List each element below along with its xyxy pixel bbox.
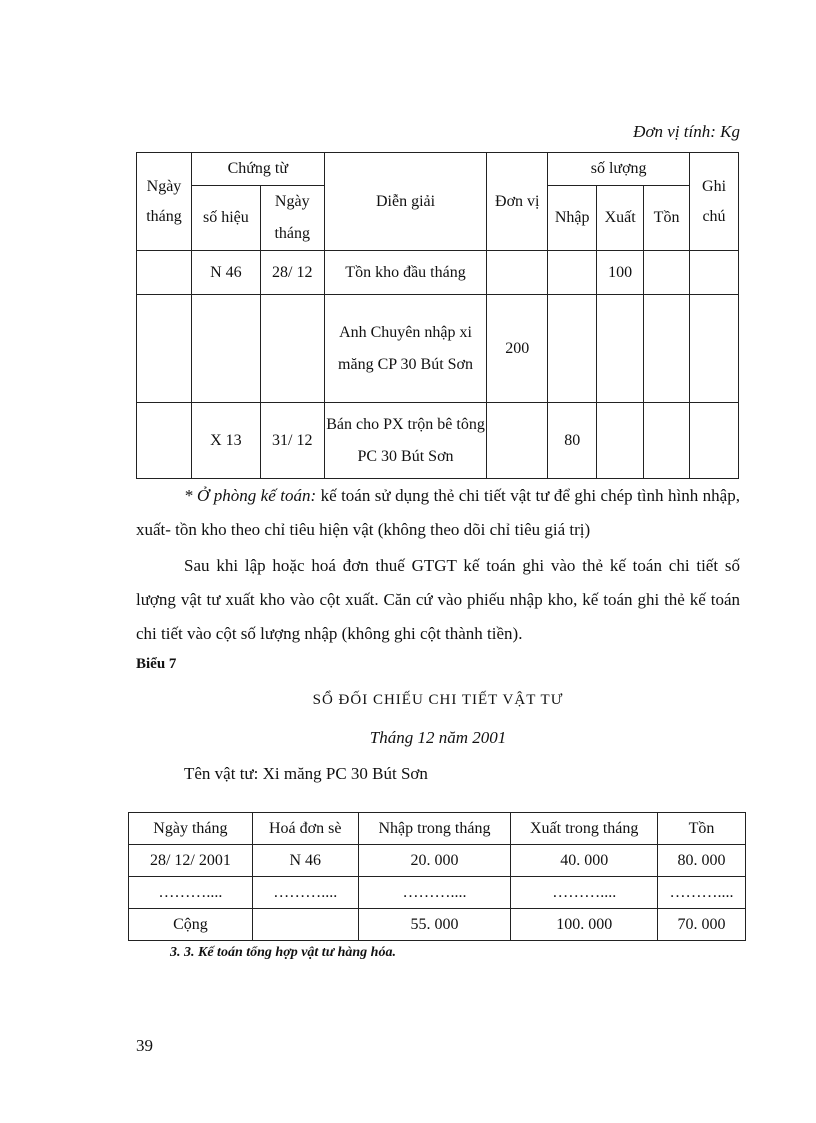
- cell-ghi-chu: [690, 251, 739, 295]
- table-row: [129, 845, 746, 877]
- header-ghi-chu: Ghi chú: [690, 153, 739, 251]
- cell: 40. 000: [511, 845, 658, 877]
- table-row: [137, 403, 739, 479]
- cell-xuat: [597, 295, 644, 403]
- cell: ………....: [511, 877, 658, 909]
- reconciliation-table: [128, 812, 746, 941]
- header-cell: Ngày tháng: [129, 813, 253, 845]
- cell-don-vi: 200: [487, 295, 548, 403]
- header-ngay-thang-ct: Ngày tháng: [260, 186, 324, 251]
- header-ton: Tồn: [644, 186, 690, 251]
- ledger-month: Tháng 12 năm 2001: [369, 728, 507, 747]
- table-row: [137, 295, 739, 403]
- cell-nhap: 80: [548, 403, 597, 479]
- header-chung-tu: Chứng từ: [191, 153, 324, 186]
- table-row-total: [129, 909, 746, 941]
- cell-ngay-ct: 31/ 12: [260, 403, 324, 479]
- paragraph-accounting-room: [136, 479, 740, 547]
- cell-ngay-ct: 28/ 12: [260, 251, 324, 295]
- header-so-luong: số lượng: [548, 153, 690, 186]
- material-name: Tên vật tư: Xi măng PC 30 Bút Sơn: [184, 764, 428, 783]
- header-ngay-thang: Ngày tháng: [137, 153, 192, 251]
- header-nhap: Nhập: [548, 186, 597, 251]
- header-cell: Xuất trong tháng: [511, 813, 658, 845]
- cell: 70. 000: [658, 909, 746, 941]
- cell: ………....: [129, 877, 253, 909]
- cell: ………....: [252, 877, 358, 909]
- cell-ngay: [137, 403, 192, 479]
- header-cell: Nhập trong tháng: [358, 813, 511, 845]
- header-don-vi: Đơn vị: [487, 153, 548, 251]
- cell-dien-giai: Bán cho PX trộn bê tông PC 30 Bút Sơn: [324, 403, 487, 479]
- unit-note: Đơn vị tính: Kg: [633, 122, 740, 141]
- cell-ton: [644, 251, 690, 295]
- cell: ………....: [658, 877, 746, 909]
- cell-so-hieu: [191, 295, 260, 403]
- header-xuat: Xuất: [597, 186, 644, 251]
- section-heading: 3. 3. Kế toán tổng hợp vật tư hàng hóa.: [170, 945, 396, 960]
- cell-don-vi: [487, 403, 548, 479]
- paragraph-invoice: Sau khi lập hoặc hoá đơn thuế GTGT kế toán ghi vào thẻ kế toán chi tiết số lượng vật tư xuất kho vào cột xuất. Căn cứ vào phiếu nhập kho, kế toán ghi thẻ kế toán chi tiết vào cột số lượng nhập (không ghi cột thành tiền).: [136, 556, 740, 643]
- cell: 100. 000: [511, 909, 658, 941]
- cell-so-hieu: X 13: [191, 403, 260, 479]
- table-row: [137, 251, 739, 295]
- cell-ton: [644, 295, 690, 403]
- cell-ngay: [137, 295, 192, 403]
- cell-so-hieu: N 46: [191, 251, 260, 295]
- cell-ngay-ct: [260, 295, 324, 403]
- cell-ngay: [137, 251, 192, 295]
- cell: 20. 000: [358, 845, 511, 877]
- cell-ghi-chu: [690, 403, 739, 479]
- cell-dien-giai: Anh Chuyên nhập xi măng CP 30 Bút Sơn: [324, 295, 487, 403]
- cell-ghi-chu: [690, 295, 739, 403]
- header-cell: Hoá đơn sè: [252, 813, 358, 845]
- header-cell: Tồn: [658, 813, 746, 845]
- cell-dien-giai: Tồn kho đầu tháng: [324, 251, 487, 295]
- cell: ………....: [358, 877, 511, 909]
- table-row: [129, 877, 746, 909]
- cell: 80. 000: [658, 845, 746, 877]
- cell: Cộng: [129, 909, 253, 941]
- cell-nhap: [548, 251, 597, 295]
- cell: 55. 000: [358, 909, 511, 941]
- cell: [252, 909, 358, 941]
- bieu-label: Biểu 7: [136, 656, 177, 672]
- cell-xuat: [597, 403, 644, 479]
- page-number: 39: [136, 1036, 153, 1055]
- ledger-title: SỔ ĐỐI CHIẾU CHI TIẾT VẬT TƯ: [312, 692, 564, 708]
- cell-nhap: [548, 295, 597, 403]
- cell: N 46: [252, 845, 358, 877]
- paragraph-lead: * Ở phòng kế toán:: [184, 486, 317, 505]
- cell: 28/ 12/ 2001: [129, 845, 253, 877]
- cell-xuat: 100: [597, 251, 644, 295]
- stock-card-table: [136, 152, 739, 479]
- paragraph-body: kế toán sử dụng thẻ chi tiết vật tư để ghi chép tình hình nhập, xuất- tồn kho theo chỉ tiêu hiện vật (không theo dõi chỉ tiêu giá trị): [136, 486, 740, 539]
- header-so-hieu: số hiệu: [191, 186, 260, 251]
- table-header-row: [129, 813, 746, 845]
- cell-don-vi: [487, 251, 548, 295]
- header-dien-giai: Diễn giải: [324, 153, 487, 251]
- cell-ton: [644, 403, 690, 479]
